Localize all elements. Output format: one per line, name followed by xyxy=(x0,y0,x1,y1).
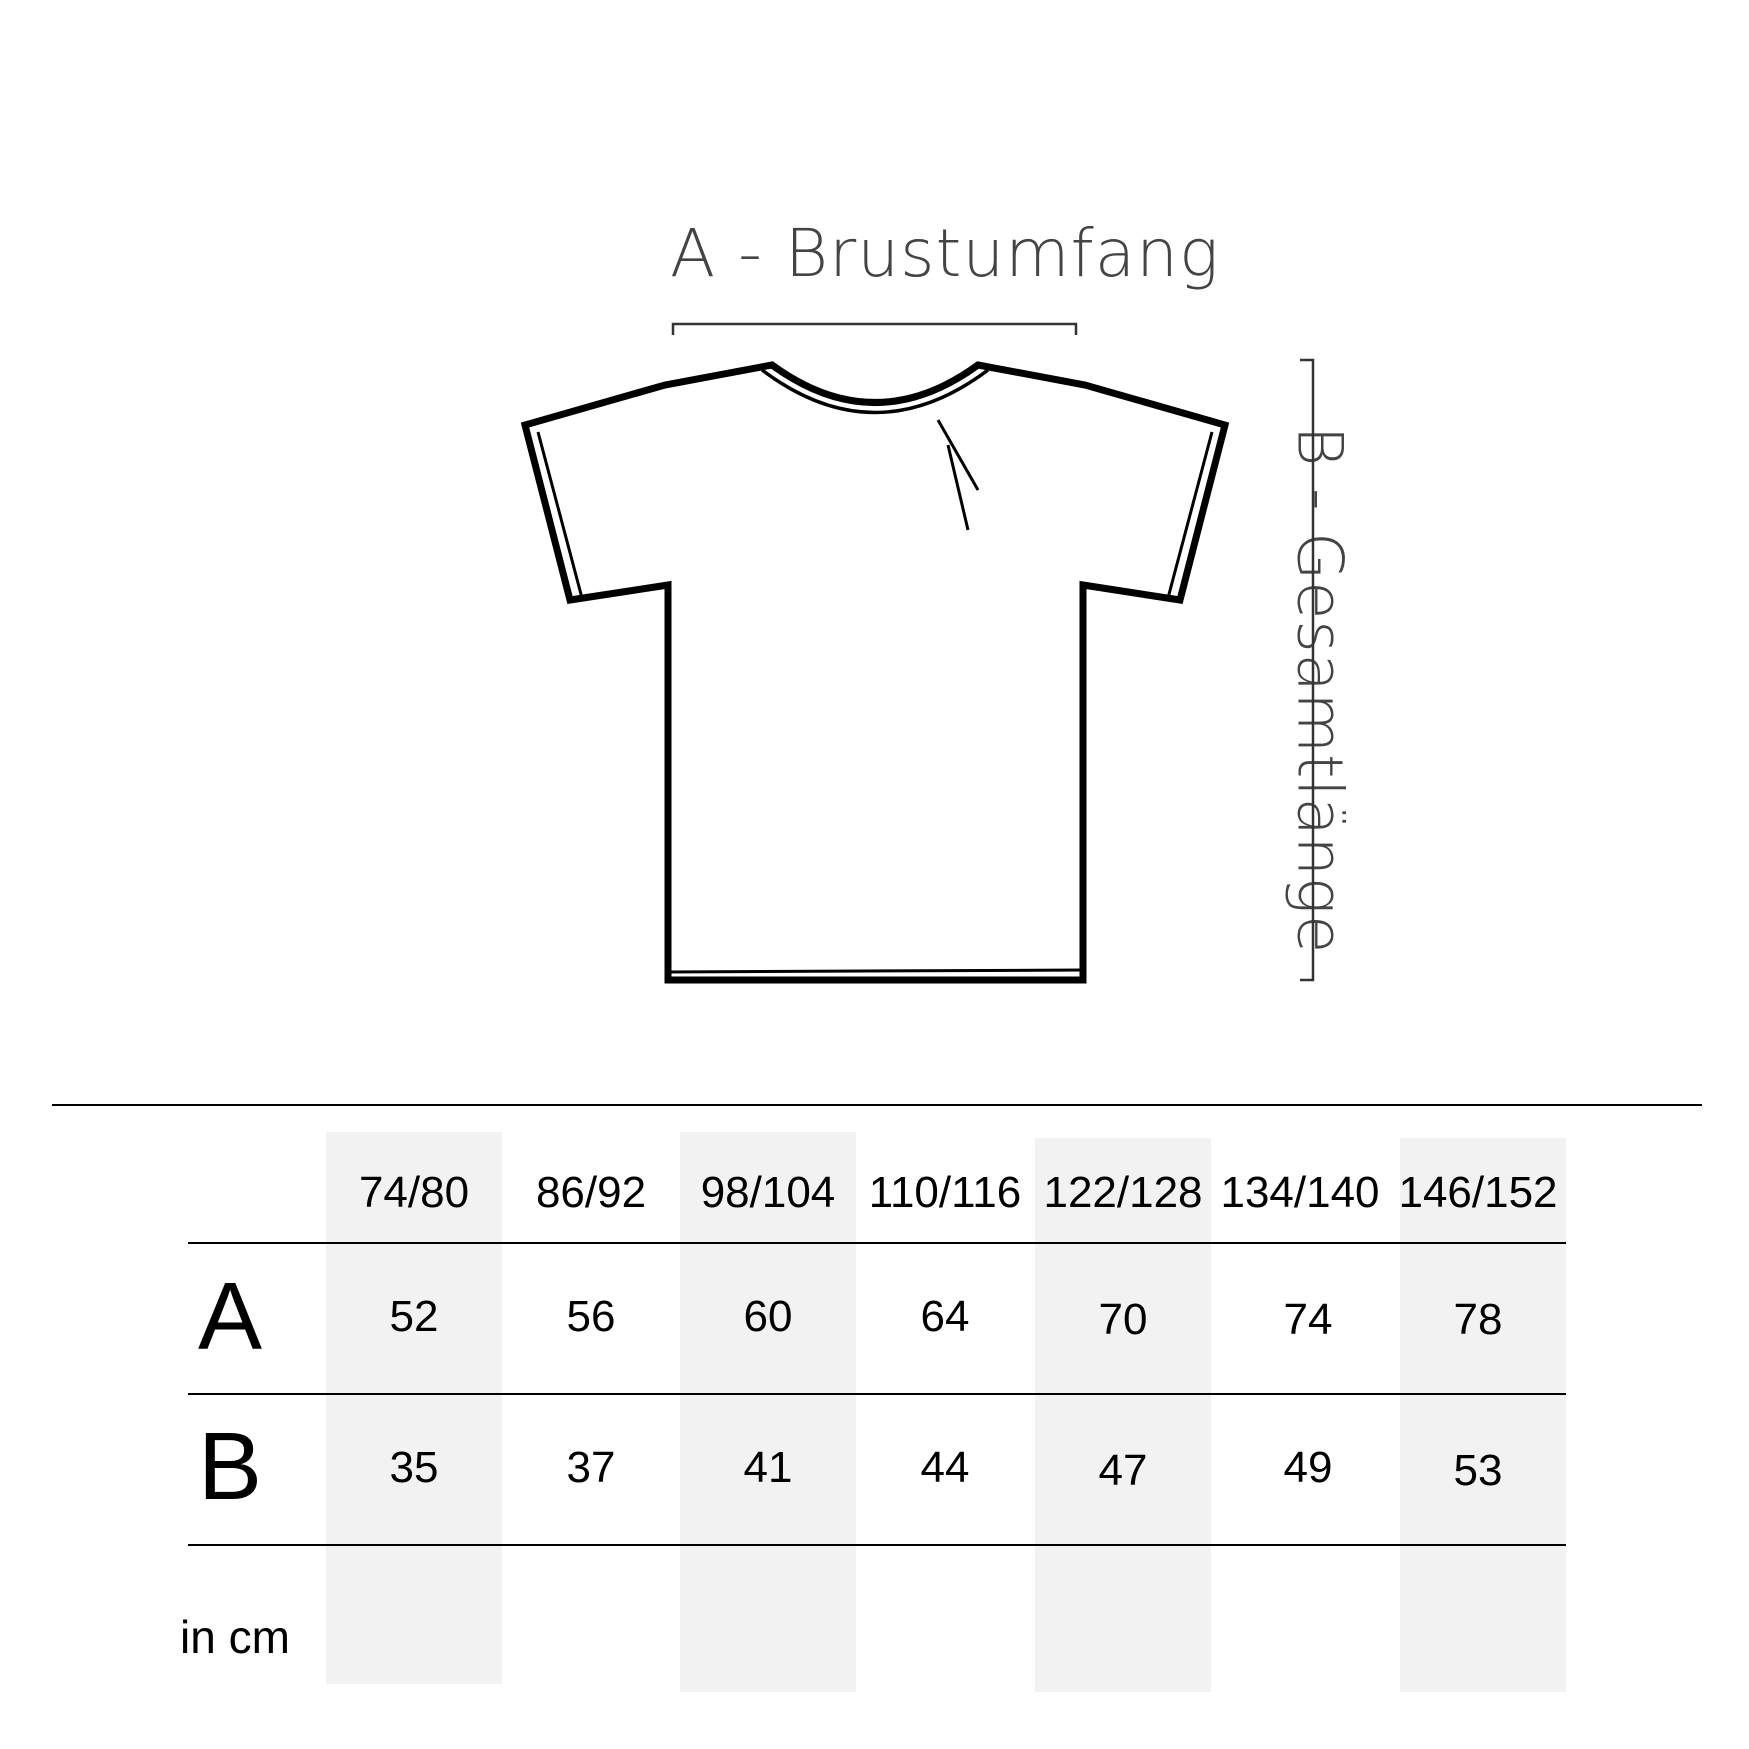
section-divider xyxy=(52,1104,1702,1106)
column-shade-5 xyxy=(1035,1138,1211,1692)
tshirt-outline-icon xyxy=(525,365,1225,980)
length-bracket xyxy=(1300,360,1313,980)
table-cell: 74 xyxy=(1283,1295,1333,1344)
table-cell: 64 xyxy=(920,1292,970,1341)
chest-measurement-label: A - Brustumfang xyxy=(670,215,1220,292)
table-cell: 47 xyxy=(1098,1446,1148,1495)
table-cell: 60 xyxy=(743,1292,793,1341)
column-shade-7 xyxy=(1400,1138,1566,1692)
table-rule-row-a xyxy=(188,1393,1566,1395)
size-header: 110/116 xyxy=(868,1168,1022,1217)
size-header: 146/152 xyxy=(1398,1168,1558,1217)
size-header: 134/140 xyxy=(1220,1168,1380,1217)
size-header: 86/92 xyxy=(535,1168,647,1217)
row-label-a: A xyxy=(198,1263,263,1370)
hem-trim xyxy=(668,970,1083,972)
table-cell: 56 xyxy=(566,1292,616,1341)
table-cell: 44 xyxy=(920,1443,970,1492)
table-cell: 70 xyxy=(1098,1295,1148,1344)
table-cell: 35 xyxy=(389,1443,439,1492)
size-header: 74/80 xyxy=(358,1168,470,1217)
table-cell: 52 xyxy=(389,1292,439,1341)
table-cell: 41 xyxy=(743,1443,793,1492)
length-measurement-label: B - Gesamtlänge xyxy=(1283,425,1357,955)
size-header: 98/104 xyxy=(700,1168,836,1217)
row-label-b: B xyxy=(198,1413,263,1520)
table-rule-row-b xyxy=(188,1544,1566,1546)
table-cell: 78 xyxy=(1453,1295,1503,1344)
table-rule-header xyxy=(188,1242,1566,1244)
size-header: 122/128 xyxy=(1043,1168,1203,1217)
table-cell: 49 xyxy=(1283,1443,1333,1492)
table-cell: 37 xyxy=(566,1443,616,1492)
chest-bracket xyxy=(673,324,1076,335)
table-cell: 53 xyxy=(1453,1446,1503,1495)
unit-label: in cm xyxy=(180,1611,290,1663)
